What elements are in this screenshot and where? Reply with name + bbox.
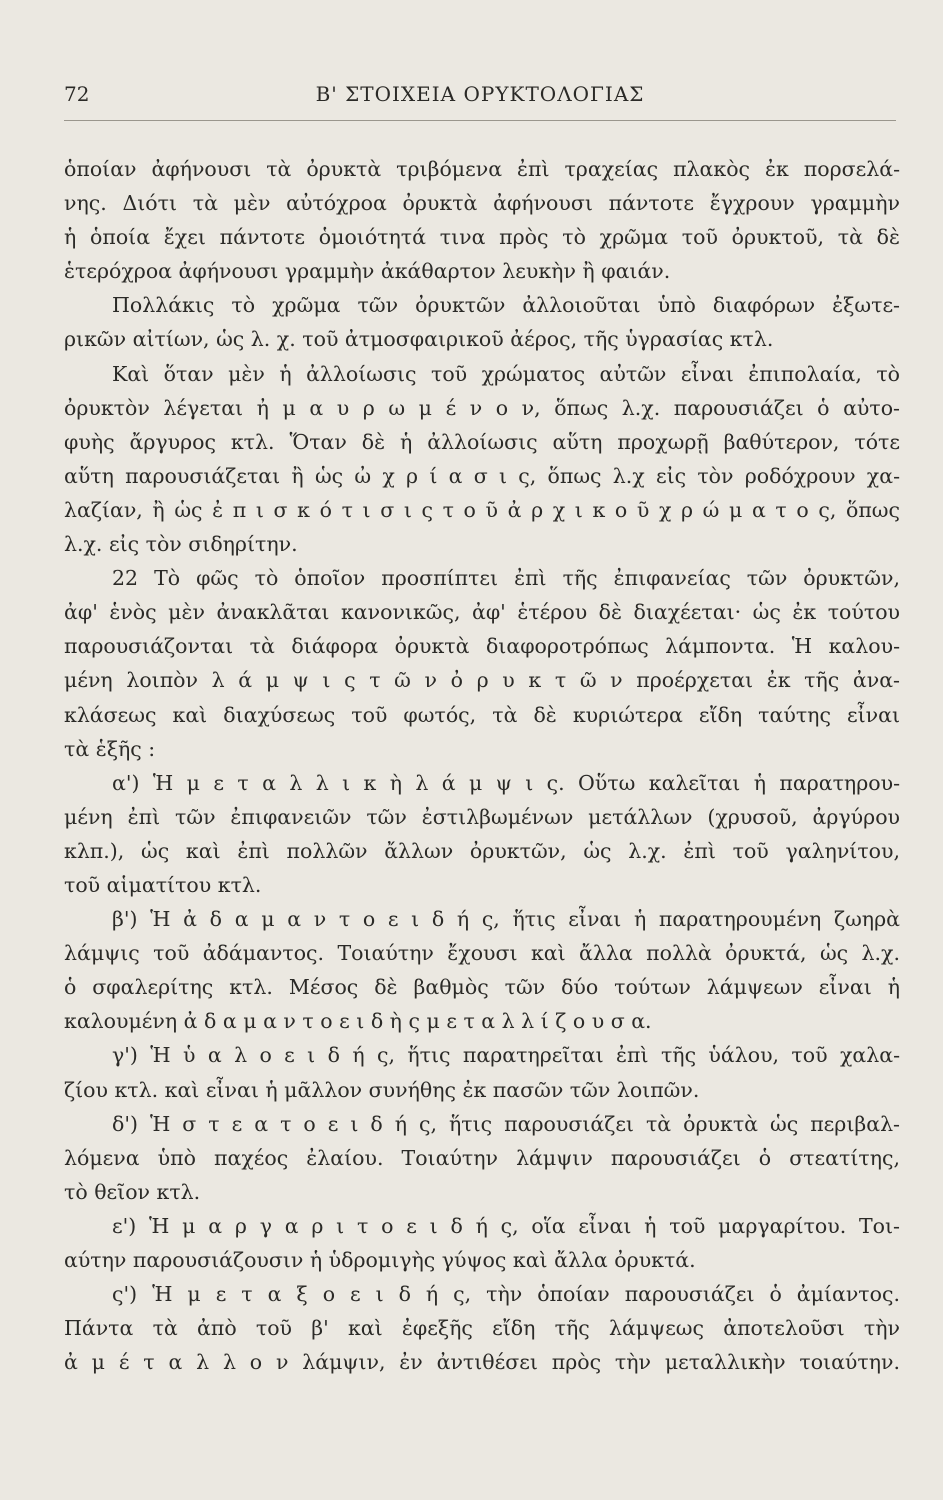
text-line: αύτην παρουσιάζουσιν ἡ ὑδρομιγὴς γύψος καὶ ἄλλα ὀρυκτά. — [64, 1248, 696, 1272]
header-rule — [64, 120, 896, 121]
text-line: Καὶ ὅταν μὲν ἡ ἀλλοίωσις τοῦ χρώματος αὐτῶν εἶναι ἐπιπολαία, τὸ — [112, 361, 900, 386]
page-number: 72 — [64, 82, 90, 106]
body-text — [64, 152, 900, 1379]
text-line: α') Ἡ μ ε τ α λ λ ι κ ὴ λ ά μ ψ ι ς. Οὕτω καλεῖται ἡ παρατηρου- — [112, 770, 900, 795]
text-line: δ') Ἡ σ τ ε α τ ο ε ι δ ή ς, ἥτις παρουσιάζει τὰ ὀρυκτὰ ὡς περιβαλ- — [112, 1111, 900, 1136]
text-line: β') Ἡ ἀ δ α μ α ν τ ο ε ι δ ή ς, ἥτις εἶναι ἡ παρατηρουμένη ζωηρὰ — [112, 907, 900, 932]
text-line: παρουσιάζονται τὰ διάφορα ὀρυκτὰ διαφοροτρόπως λάμποντα. Ἡ καλου- — [64, 634, 900, 659]
text-line: ἡ ὁποία ἔχει πάντοτε ὁμοιότητά τινα πρὸς τὸ χρῶμα τοῦ ὀρυκτοῦ, τὰ δὲ — [64, 225, 900, 250]
text-line: ἀ μ έ τ α λ λ ο ν λάμψιν, ἐν ἀντιθέσει πρὸς τὴν μεταλλικὴν τοιαύτην. — [64, 1350, 900, 1375]
text-line: τὰ ἑξῆς : — [64, 736, 156, 761]
text-line: κλπ.), ὡς καὶ ἐπὶ πολλῶν ἄλλων ὀρυκτῶν, ὡς λ.χ. ἐπὶ τοῦ γαληνίτου, — [64, 838, 900, 863]
text-line: λαζίαν, ἢ ὡς ἐ π ι σ κ ό τ ι σ ι ς τ ο ῦ ἀ ρ χ ι κ ο ῦ χ ρ ώ μ α τ ο ς, ὅπως — [64, 497, 900, 522]
text-line: μένη ἐπὶ τῶν ἐπιφανειῶν τῶν ἐστιλβωμένων μετάλλων (χρυσοῦ, ἀργύρου — [64, 804, 900, 829]
text-line: λόμενα ὑπὸ παχέος ἐλαίου. Τοιαύτην λάμψιν παρουσιάζει ὁ στεατίτης, — [64, 1145, 900, 1170]
text-line: ζίου κτλ. καὶ εἶναι ἡ μᾶλλον συνήθης ἐκ πασῶν τῶν λοιπῶν. — [64, 1077, 700, 1102]
text-line: μένη λοιπὸν λ ά μ ψ ι ς τ ῶ ν ὀ ρ υ κ τ ῶ ν προέρχεται ἐκ τῆς ἀνα- — [64, 668, 900, 693]
text-line: νης. Διότι τὰ μὲν αὐτόχροα ὀρυκτὰ ἀφήνουσι πάντοτε ἔγχρουν γραμμὴν — [64, 191, 900, 216]
text-line: κλάσεως καὶ διαχύσεως τοῦ φωτός, τὰ δὲ κυριώτερα εἴδη ταύτης εἶναι — [64, 702, 900, 727]
running-title: Β' ΣΤΟΙΧΕΙΑ ΟΡΥΚΤΟΛΟΓΙΑΣ — [315, 82, 645, 106]
text-line: ἑτερόχροα ἀφήνουσι γραμμὴν ἀκάθαρτον λευκὴν ἢ φαιάν. — [64, 259, 671, 284]
text-line: αὕτη παρουσιάζεται ἢ ὡς ὠ χ ρ ί α σ ι ς, ὅπως λ.χ εἰς τὸν ροδόχρουν χα- — [64, 463, 900, 488]
text-line: λ.χ. εἰς τὸν σιδηρίτην. — [64, 532, 298, 557]
text-line: ε') Ἡ μ α ρ γ α ρ ι τ ο ε ι δ ή ς, οἵα εἶναι ἡ τοῦ μαργαρίτου. Τοι- — [112, 1213, 900, 1238]
text-line: γ') Ἡ ὑ α λ ο ε ι δ ή ς, ἥτις παρατηρεῖται ἐπὶ τῆς ὑάλου, τοῦ χαλα- — [112, 1043, 900, 1068]
text-line: ρικῶν αἰτίων, ὡς λ. χ. τοῦ ἀτμοσφαιρικοῦ ἀέρος, τῆς ὑγρασίας κτλ. — [64, 327, 774, 352]
text-line: τὸ θεῖον κτλ. — [64, 1179, 201, 1204]
text-line: ὁποίαν ἀφήνουσι τὰ ὀρυκτὰ τριβόμενα ἐπὶ τραχείας πλακὸς ἐκ πορσελά- — [64, 157, 900, 181]
text-line: ἀφ' ἑνὸς μὲν ἀνακλᾶται κανονικῶς, ἀφ' ἑτέρου δὲ διαχέεται· ὡς ἐκ τούτου — [64, 600, 900, 625]
text-line: ς') Ἡ μ ε τ α ξ ο ε ι δ ή ς, τὴν ὁποίαν παρουσιάζει ὁ ἀμίαντος. — [112, 1282, 900, 1307]
text-line: 22 Τὸ φῶς τὸ ὁποῖον προσπίπτει ἐπὶ τῆς ἐπιφανείας τῶν ὀρυκτῶν, — [112, 566, 900, 591]
text-line: λάμψις τοῦ ἀδάμαντος. Τοιαύτην ἔχουσι καὶ ἄλλα πολλὰ ὀρυκτά, ὡς λ.χ. — [64, 941, 900, 966]
text-line: Πάντα τὰ ἀπὸ τοῦ β' καὶ ἐφεξῆς εἴδη τῆς λάμψεως ἀποτελοῦσι τὴν — [64, 1316, 900, 1341]
text-line: ὁ σφαλερίτης κτλ. Μέσος δὲ βαθμὸς τῶν δύο τούτων λάμψεων εἶναι ἡ — [64, 975, 900, 1000]
text-line: φυὴς ἄργυρος κτλ. Ὅταν δὲ ἡ ἀλλοίωσις αὕτη προχωρῇ βαθύτερον, τότε — [64, 429, 900, 454]
text-line: Πολλάκις τὸ χρῶμα τῶν ὀρυκτῶν ἀλλοιοῦται ὑπὸ διαφόρων ἐξωτε- — [112, 293, 900, 318]
text-line: τοῦ αἱματίτου κτλ. — [64, 872, 262, 897]
page-header — [64, 82, 896, 114]
text-line: ὀρυκτὸν λέγεται ἠ μ α υ ρ ω μ έ ν ο ν, ὅπως λ.χ. παρουσιάζει ὁ αὐτο- — [64, 395, 900, 420]
text-line: καλουμένη ἀ δ α μ α ν τ ο ε ι δ ὴ ς μ ε τ α λ λ ί ζ ο υ σ α. — [64, 1009, 652, 1034]
